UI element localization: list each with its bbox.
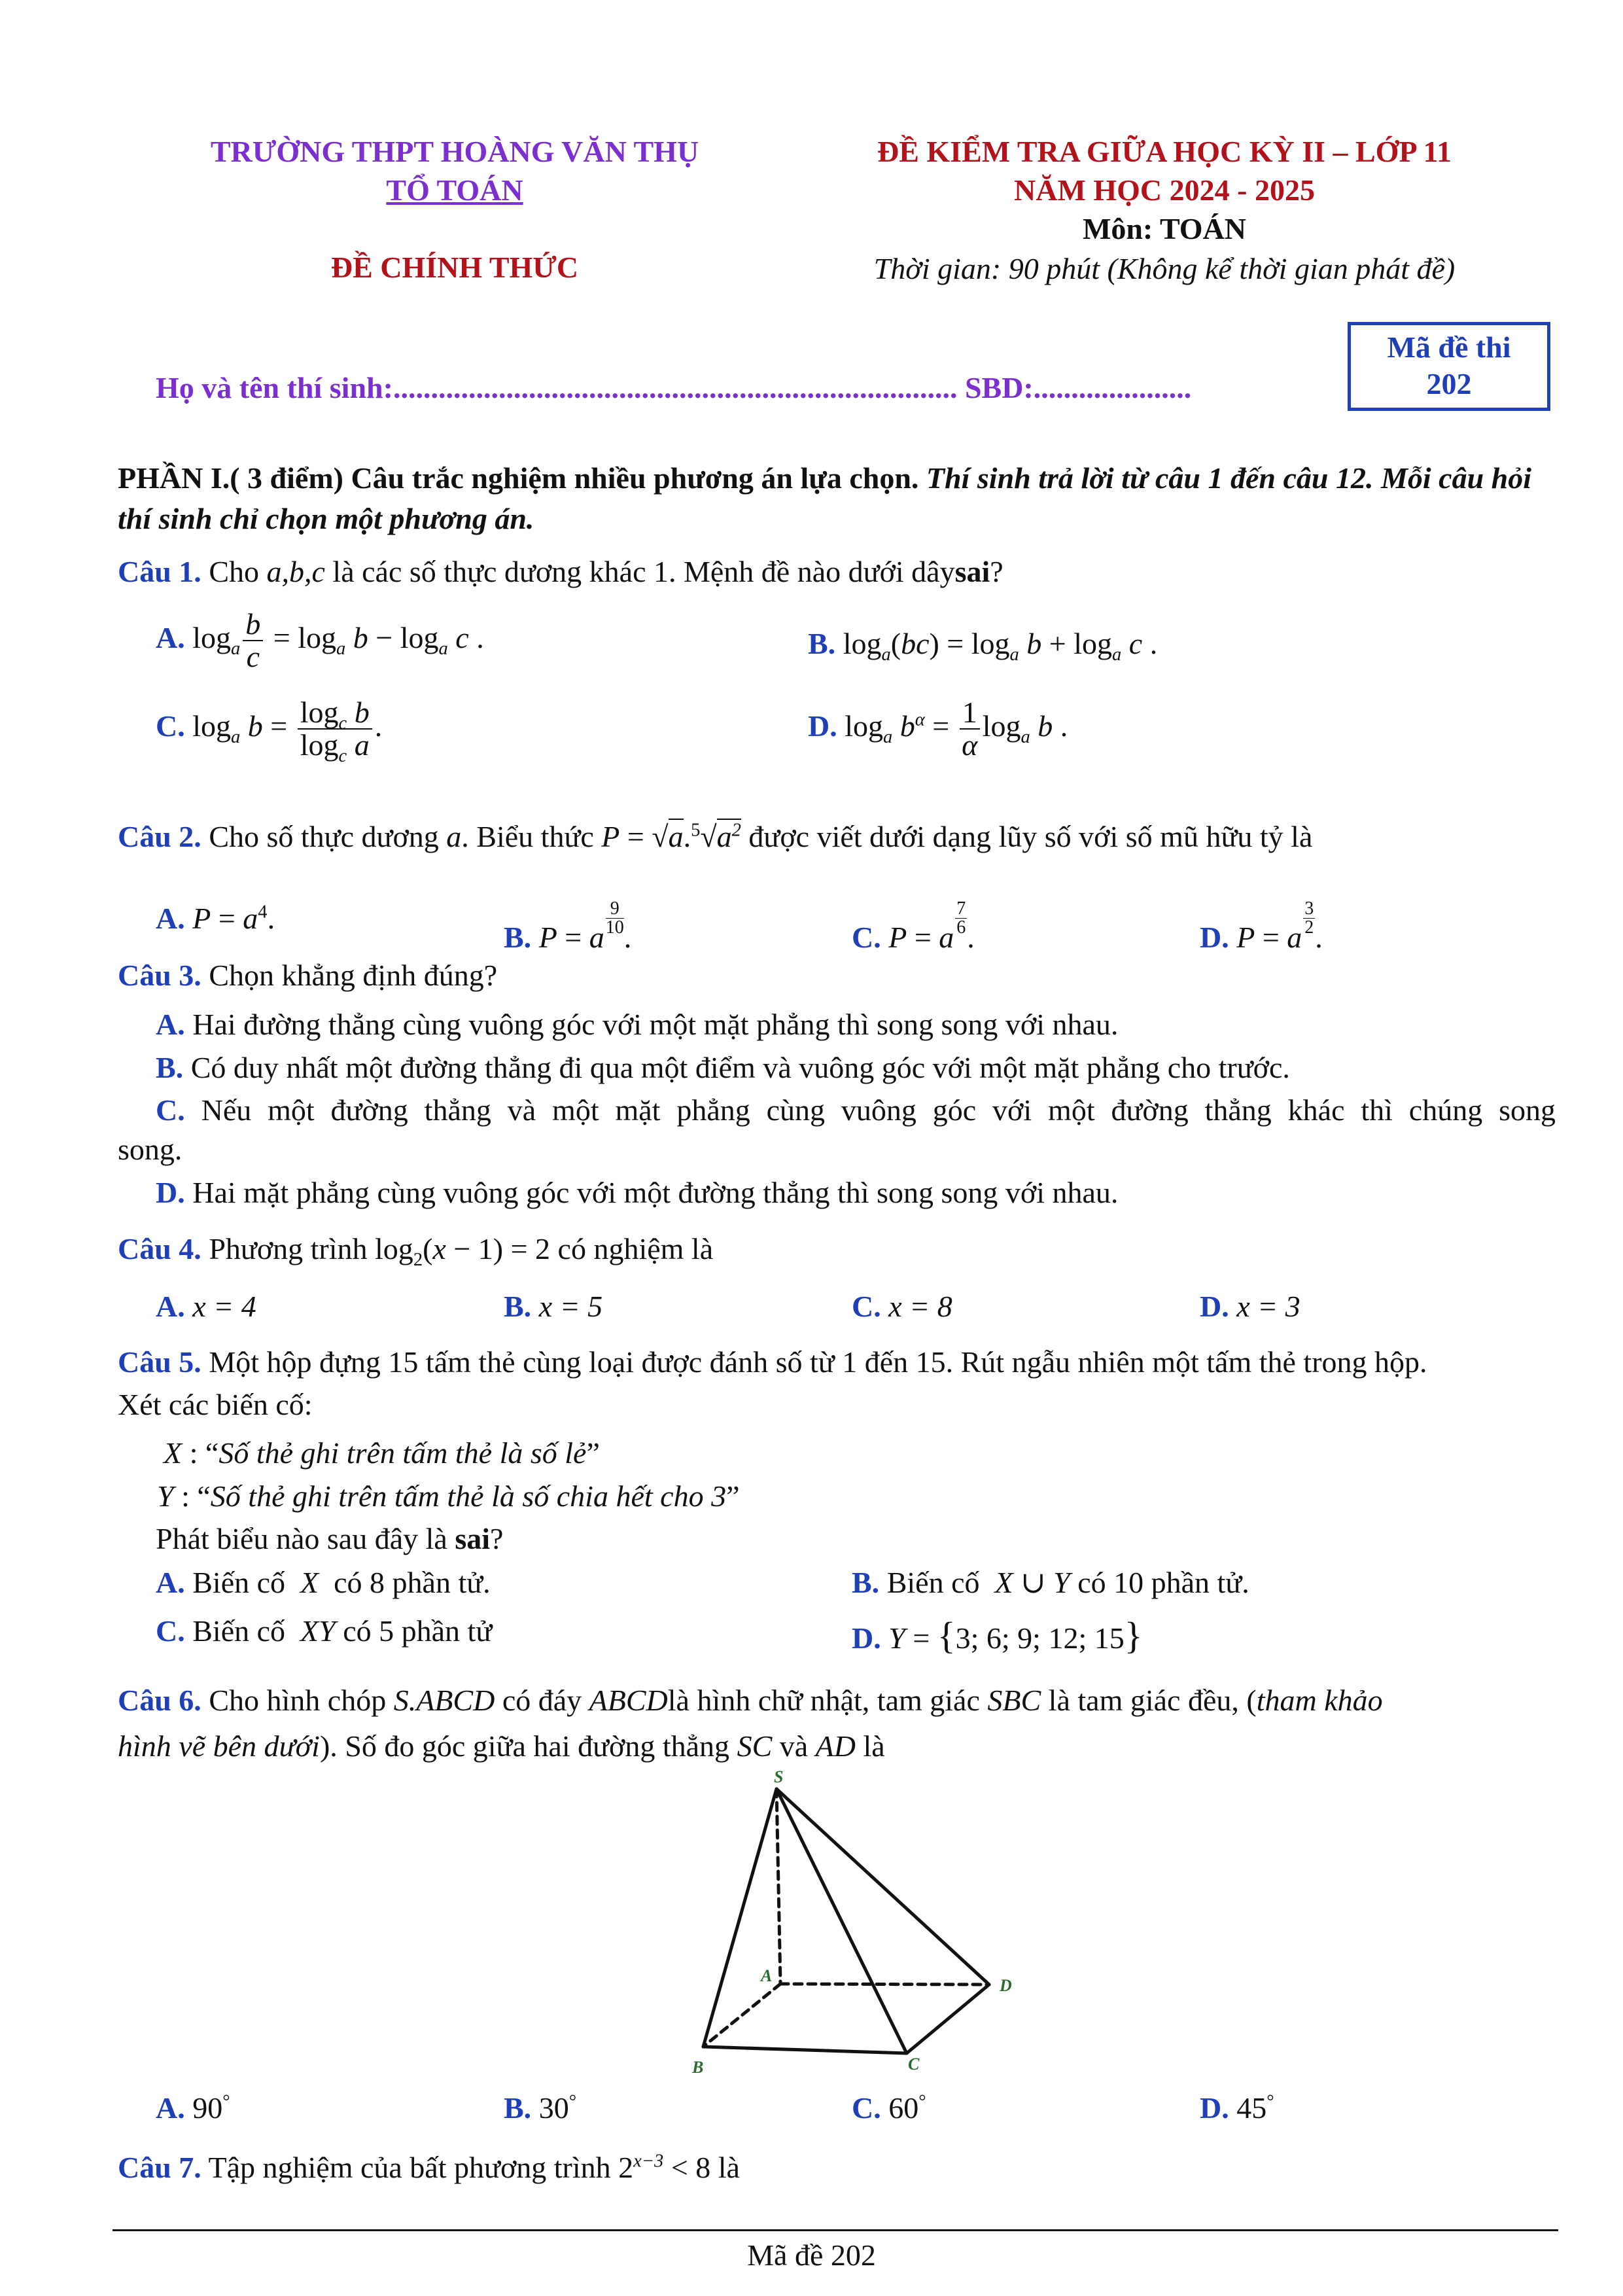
department xyxy=(131,173,778,207)
q5-bien-co: Biến cố xyxy=(192,1566,286,1599)
edge-SA xyxy=(777,1789,780,1984)
q6-pyramid: S.ABCD xyxy=(393,1684,495,1717)
option-label: B. xyxy=(504,2091,532,2125)
q1-vars: a,b,c xyxy=(266,555,325,588)
q6-text-a: Cho hình chóp xyxy=(209,1684,387,1717)
q4-option-a xyxy=(156,1288,256,1326)
q3-opt-b-text: Có duy nhất một đường thẳng đi qua một điểm và vuông góc với một mặt phẳng cho trước. xyxy=(190,1051,1290,1084)
question-4-label: Câu 4. xyxy=(118,1232,201,1265)
option-label: C. xyxy=(156,1093,185,1127)
option-label: C. xyxy=(156,709,185,743)
q6-text-b: có đáy xyxy=(502,1684,582,1717)
edge-CD xyxy=(907,1985,989,2053)
q5-option-c: C. Biến cố XY có 5 phần tử xyxy=(156,1614,493,1648)
exam-code-label: Mã đề thi xyxy=(1387,330,1511,364)
option-label: D. xyxy=(156,1176,185,1209)
q3-opt-c-text: Nếu một đường thẳng và một mặt phẳng cùng vuông góc với một đường thẳng khác thì chúng song xyxy=(201,1093,1556,1127)
q6-opt-c-text: 60 xyxy=(888,2091,919,2125)
q6-text-c: là hình chữ nhật, tam giác xyxy=(667,1684,980,1717)
q6-option-d: D. 45° xyxy=(1200,2091,1274,2125)
option-label: D. xyxy=(1200,921,1229,954)
student-info-line: Họ và tên thí sinh:........................................................................... SBD:..................... xyxy=(156,371,1192,404)
option-label: B. xyxy=(852,1566,880,1599)
vertex-label-S: S xyxy=(774,1767,784,1786)
vertex-label-D: D xyxy=(1000,1976,1012,1995)
q5-bien-co: Biến cố xyxy=(192,1614,286,1648)
school-year: NĂM HỌC 2024 - 2025 xyxy=(1014,173,1315,207)
q1-option-a: A. $\log_a$ $\frac{b}{c}$ = $\log_a b - \log_a c$ . xyxy=(156,607,484,674)
department-text: TỔ TOÁN xyxy=(386,173,523,207)
option-label: C. xyxy=(852,1290,881,1323)
footer-code: Mã đề 202 xyxy=(747,2238,876,2272)
q4-text-b: có nghiệm là xyxy=(557,1232,714,1265)
q1-text-c: ? xyxy=(990,555,1003,588)
q3-option-c xyxy=(156,1091,1556,1129)
q1-text-a: Cho xyxy=(209,555,259,588)
q2-d-den: 2 xyxy=(1304,917,1314,938)
exam-code-value: 202 xyxy=(1426,367,1472,401)
question-7-label: Câu 7. xyxy=(118,2151,201,2184)
q5-prompt xyxy=(156,1520,503,1558)
option-label: D. xyxy=(1200,2091,1229,2125)
q4-opt-d-text: x = 3 xyxy=(1236,1290,1300,1323)
option-label: A. xyxy=(156,2091,185,2125)
option-label: B. xyxy=(504,1290,532,1323)
q5-event-y-text: Số thẻ ghi trên tấm thẻ là số chia hết cho 3 xyxy=(210,1479,727,1513)
q6-opt-b-text: 30 xyxy=(538,2091,569,2125)
question-6-label: Câu 6. xyxy=(118,1684,201,1717)
question-2: Câu 2. Cho số thực dương a. Biểu thức $P = √a.^5√a^2$ được viết dưới dạng lũy số với số mũ hữu tỷ là xyxy=(118,820,1313,853)
edge-AB xyxy=(703,1984,780,2047)
q4-option-b xyxy=(504,1288,602,1326)
q3-option-c-cont: song. xyxy=(118,1133,183,1166)
q5-opt-c-text: có 5 phần tử xyxy=(343,1614,493,1648)
q1-option-c: C. $\log_a b$ = $\frac{\log_c b}{\log_c a}$ . xyxy=(156,696,383,767)
q6-option-b: B. 30° xyxy=(504,2091,577,2125)
question-5-label: Câu 5. xyxy=(118,1345,201,1379)
question-3 xyxy=(118,957,497,995)
vertex-label-B: B xyxy=(692,2058,704,2077)
q6-opt-d-text: 45 xyxy=(1236,2091,1267,2125)
q6-italic-a: tham khảo xyxy=(1256,1684,1383,1717)
q5-prompt-bold: sai xyxy=(455,1522,491,1555)
option-label: C. xyxy=(156,1614,185,1648)
q7-text-b: là xyxy=(718,2151,740,2184)
q5-event-x: X : “Số thẻ ghi trên tấm thẻ là số lẻ” xyxy=(164,1436,600,1470)
q5-text2: Xét các biến cố: xyxy=(118,1388,313,1421)
option-label: C. xyxy=(852,921,881,954)
official-label: ĐỀ CHÍNH THỨC xyxy=(330,251,579,284)
q2-text-c: được viết dưới dạng lũy số với số mũ hữu tỷ là xyxy=(748,820,1313,853)
question-7: Câu 7. Tập nghiệm của bất phương trình $2^{x-3} < 8$ là xyxy=(118,2151,740,2184)
q6-italic-b: hình vẽ bên dưới xyxy=(118,1729,320,1763)
q6-line1: SC xyxy=(737,1729,773,1763)
option-label: A. xyxy=(156,620,185,654)
exam-code-box xyxy=(1348,322,1550,411)
q2-option-d: D. P = a $\frac{3}{2}$ . xyxy=(1200,898,1323,954)
q3-opt-d-text: Hai mặt phẳng cùng vuông góc với một đường thẳng thì song song với nhau. xyxy=(192,1176,1119,1209)
option-label: A. xyxy=(156,1008,185,1041)
q6-tri: SBC xyxy=(987,1684,1041,1717)
q5-opt-a-text: có 8 phần tử. xyxy=(334,1566,491,1599)
part1-heading xyxy=(118,458,1557,539)
option-label: D. xyxy=(852,1621,881,1655)
q5-opt-d-text: 3; 6; 9; 12; 15 xyxy=(955,1621,1125,1655)
q4-option-c xyxy=(852,1288,952,1326)
q5-option-b: B. Biến cố X ∪ Y có 10 phần tử. xyxy=(852,1566,1249,1599)
option-label: D. xyxy=(808,709,837,743)
q1-option-d: D. $\log_a b^\alpha$ = $\frac{1}{\alpha}$ $\log_a b$ . xyxy=(808,696,1068,762)
q5-event-y-var: Y xyxy=(157,1479,174,1513)
q5-text1: Một hộp đựng 15 tấm thẻ cùng loại được đánh số từ 1 đến 15. Rút ngẫu nhiên một tấm thẻ trong hộp. xyxy=(209,1345,1427,1379)
question-2-label: Câu 2. xyxy=(118,820,201,853)
vertex-label-A: A xyxy=(761,1966,773,1985)
q2-b-num: 9 xyxy=(606,900,624,919)
q4-option-d xyxy=(1200,1288,1300,1326)
q6-option-a: A. 90° xyxy=(156,2091,230,2125)
q1-text-b: là các số thực dương khác 1. Mệnh đề nào dưới dây xyxy=(332,555,955,588)
pyramid-figure xyxy=(674,1767,1040,2081)
edge-SB xyxy=(703,1789,777,2047)
q1-option-b: B. $\log_a(bc) = \log_a b + \log_a c$ . xyxy=(808,627,1158,665)
q4-opt-c-text: x = 8 xyxy=(888,1290,952,1323)
q5-prompt-b: ? xyxy=(490,1522,504,1555)
q2-b-den: 10 xyxy=(605,917,624,938)
option-label: B. xyxy=(808,627,836,660)
edge-BC xyxy=(703,2047,907,2053)
q3-option-d xyxy=(156,1174,1118,1212)
q7-text-a: Tập nghiệm của bất phương trình xyxy=(208,2151,611,2184)
edge-SC xyxy=(777,1789,907,2053)
q6-text-g: là xyxy=(863,1729,885,1763)
question-5 xyxy=(118,1343,1427,1381)
option-label: B. xyxy=(156,1051,184,1084)
q2-c-num: 7 xyxy=(956,898,966,919)
question-4: Câu 4. Phương trình $\log_2(x - 1) = 2$ có nghiệm là xyxy=(118,1232,714,1271)
q2-var: a xyxy=(446,820,462,853)
subject: Môn: TOÁN xyxy=(1082,212,1247,245)
q5-prompt-a: Phát biểu nào sau đây là xyxy=(156,1522,447,1555)
option-label: D. xyxy=(1200,1290,1229,1323)
question-1 xyxy=(118,553,1003,591)
option-label: B. xyxy=(504,921,532,954)
q5-bien-co: Biến cố xyxy=(886,1566,980,1599)
q5-option-d: D. Y = {3; 6; 9; 12; 15} xyxy=(852,1614,1143,1657)
q4-opt-b-text: x = 5 xyxy=(538,1290,603,1323)
q2-text-a: Cho số thực dương xyxy=(209,820,439,853)
q2-a-exp: 4 xyxy=(258,902,268,923)
q2-option-a: A. $P = a^4$. xyxy=(156,902,275,935)
option-label: A. xyxy=(156,902,185,935)
q4-opt-a-text: x = 4 xyxy=(192,1290,256,1323)
q6-text-e: ). Số đo góc giữa hai đường thẳng xyxy=(319,1729,730,1763)
q5-event-x-var: X xyxy=(164,1436,183,1470)
question-6-cont xyxy=(118,1727,885,1765)
q5-opt-b-text: có 10 phần tử. xyxy=(1077,1566,1249,1599)
q1-bold-word: sai xyxy=(954,555,990,588)
q5-event-y: Y : “Số thẻ ghi trên tấm thẻ là số chia hết cho 3” xyxy=(157,1479,740,1513)
q3-option-b xyxy=(156,1049,1290,1087)
part1-instruction: Thí sinh trả lời từ câu 1 đến câu 12. Mỗi câu hỏi thí sinh chỉ chọn một phương án. xyxy=(118,461,1532,535)
q6-line2: AD xyxy=(815,1729,856,1763)
q5-event-x-text: Số thẻ ghi trên tấm thẻ là số lẻ xyxy=(218,1436,587,1470)
q6-opt-a-text: 90 xyxy=(192,2091,223,2125)
edge-SD xyxy=(777,1789,989,1985)
footer-divider xyxy=(113,2229,1558,2231)
vertex-label-C: C xyxy=(908,2055,920,2074)
q2-option-c: C. P = a $\frac{7}{6}$ . xyxy=(852,898,975,954)
question-6 xyxy=(118,1682,1383,1720)
q6-text-d: là tam giác đều, ( xyxy=(1048,1684,1257,1717)
q6-text-f: và xyxy=(779,1729,809,1763)
q6-option-c: C. 60° xyxy=(852,2091,926,2125)
part1-title: PHẦN I.( 3 điểm) Câu trắc nghiệm nhiều phương án lựa chọn. xyxy=(118,461,919,495)
q3-opt-a-text: Hai đường thẳng cùng vuông góc với một mặt phẳng thì song song với nhau. xyxy=(192,1008,1119,1041)
q4-text-a: Phương trình xyxy=(209,1232,368,1265)
exam-title: ĐỀ KIỂM TRA GIỮA HỌC KỲ II – LỚP 11 xyxy=(877,135,1452,168)
edge-AD xyxy=(780,1984,989,1985)
question-1-label: Câu 1. xyxy=(118,555,201,588)
q3-option-a xyxy=(156,1006,1118,1044)
school-name: TRƯỜNG THPT HOÀNG VĂN THỤ xyxy=(210,135,699,168)
option-label: A. xyxy=(156,1290,185,1323)
q6-base: ABCD xyxy=(589,1684,668,1717)
q2-option-b: B. P = a $\frac{9}{10}$ . xyxy=(504,898,632,954)
q3-text: Chọn khẳng định đúng? xyxy=(209,959,498,992)
option-label: A. xyxy=(156,1566,185,1599)
q5-option-a: A. Biến cố X có 8 phần tử. xyxy=(156,1566,491,1599)
option-label: C. xyxy=(852,2091,881,2125)
question-3-label: Câu 3. xyxy=(118,959,201,992)
q2-d-num: 3 xyxy=(1304,898,1314,919)
q2-text-b: . Biểu thức xyxy=(461,820,594,853)
q2-c-den: 6 xyxy=(956,917,966,938)
exam-duration: Thời gian: 90 phút (Không kể thời gian phát đề) xyxy=(873,252,1456,285)
